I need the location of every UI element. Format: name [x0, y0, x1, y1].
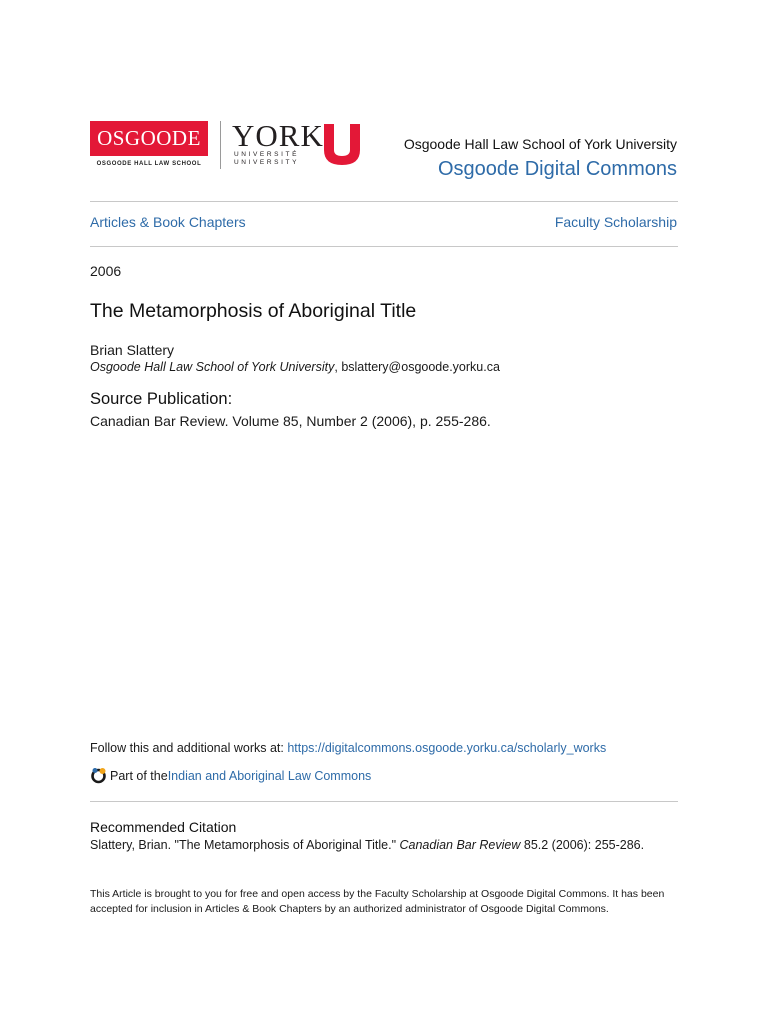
york-logo-line2: UNIVERSITY — [234, 159, 300, 166]
author-name: Brian Slattery — [90, 342, 175, 358]
repository-link[interactable]: Osgoode Digital Commons — [438, 158, 677, 180]
osgoode-logo — [90, 121, 208, 171]
faculty-scholarship-link[interactable]: Faculty Scholarship — [554, 214, 677, 230]
collection-link[interactable]: Articles & Book Chapters — [90, 214, 246, 230]
follow-line — [90, 741, 606, 755]
article-title: The Metamorphosis of Aboriginal Title — [90, 300, 417, 322]
divider-nav-bottom — [90, 246, 678, 247]
affiliation-separator: , — [334, 360, 338, 374]
york-u-logo-icon — [322, 122, 362, 166]
osgoode-logo-subtitle: OSGOODE HALL LAW SCHOOL — [96, 161, 202, 167]
citation-heading: Recommended Citation — [90, 819, 237, 835]
author-email: bslattery@osgoode.yorku.ca — [341, 360, 500, 374]
follow-prefix: Follow this and additional works at: — [90, 741, 288, 755]
divider-top — [90, 201, 678, 202]
institution-name: Osgoode Hall Law School of York University — [403, 136, 677, 152]
source-publication-text: Canadian Bar Review. Volume 85, Number 2 (2006), p. 255-286. — [90, 413, 491, 429]
law-commons-link[interactable]: Indian and Aboriginal Law Commons — [167, 768, 372, 783]
bepress-commons-icon — [90, 767, 107, 784]
follow-url-link[interactable]: https://digitalcommons.osgoode.yorku.ca/scholarly_works — [287, 741, 607, 755]
citation-prefix: Slattery, Brian. "The Metamorphosis of Aboriginal Title." — [90, 838, 400, 852]
york-logo-word: YORK — [232, 118, 324, 153]
author-affiliation: Osgoode Hall Law School of York University — [90, 360, 335, 374]
publication-year: 2006 — [90, 263, 122, 279]
citation-text — [90, 838, 644, 852]
part-of-line — [90, 767, 371, 784]
source-publication-heading: Source Publication: — [90, 390, 233, 408]
osgoode-logo-word: OSGOODE — [90, 121, 208, 156]
divider-footer — [90, 801, 678, 802]
citation-suffix: 85.2 (2006): 255-286. — [520, 838, 645, 852]
logo-divider — [220, 121, 221, 169]
access-note: This Article is brought to you for free and open access by the Faculty Scholarship at Osgoode Digital Commons. It has been accepted for inclusion in Articles & Book Chapters by an authorized administrator of Osgoode Digital Commons. — [90, 888, 665, 915]
citation-journal: Canadian Bar Review — [399, 838, 521, 852]
part-of-prefix: Part of the — [110, 768, 168, 783]
author-affiliation-line — [90, 360, 500, 374]
york-logo-line1: UNIVERSITÉ — [234, 151, 300, 158]
